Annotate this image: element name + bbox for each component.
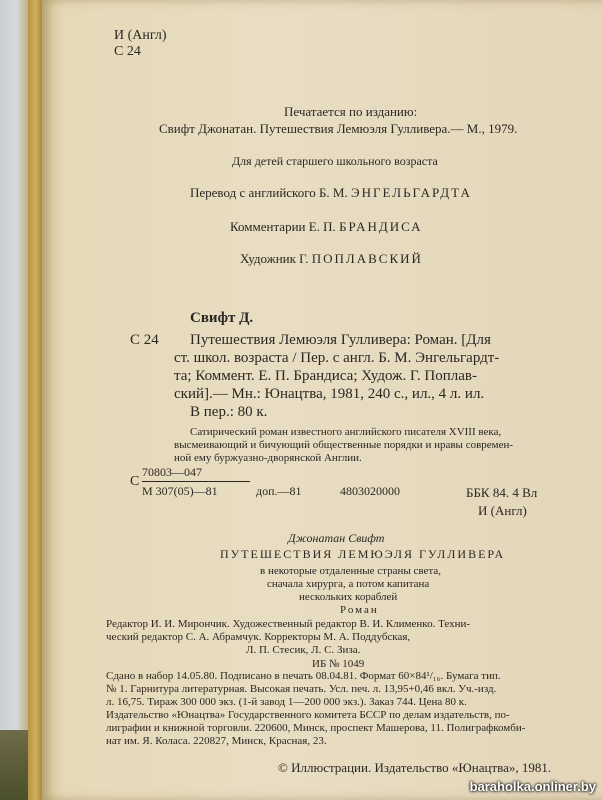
colophon-genre: Роман [340,604,379,616]
print-line4: Издательство «Юнацтва» Государственного комитета БССР по делам издательств, по- [106,709,510,721]
staff-line3: Л. П. Стесик, Л. С. Зиза. [246,644,361,656]
fraction-extra: доп.—81 [256,484,302,498]
print-line5: лиграфии и книжной торговли. 220600, Минск, проспект Машерова, 11. Полиграфкомби- [106,722,526,734]
index-code-line2: С 24 [114,44,141,59]
commentator-name: БРАНДИСА [339,219,423,234]
index-code-line1: И (Англ) [114,28,167,43]
catalog-desc-line4: ский].— Мн.: Юнацтва, 1981, 240 с., ил., 4 л. ил. [174,386,485,402]
print-line3: л. 16,75. Тираж 300 000 экз. (1-й завод 1—200 000 экз.). Заказ 744. Цена 80 к. [106,696,467,708]
catalog-author: Свифт Д. [190,310,254,326]
watermark: baraholka.onliner.by [469,779,596,794]
print-line1: Сдано в набор 14.05.80. Подписано в печать 08.04.81. Формат 60×84¹/₁₆. Бумага тип. [106,670,501,682]
catalog-desc-line2: ст. школ. возраста / Пер. с англ. Б. М. Энгельгардт- [174,350,500,366]
print-line2: № 1. Гарнитура литературная. Высокая печать. Усл. печ. л. 13,95+0,46 вкл. Уч.-изд. [106,683,497,695]
annotation-line3: ной ему буржуазно-дворянской Англии. [174,452,362,464]
translator-name: ЭНГЕЛЬГАРДТА [351,185,472,200]
edition-line2: Свифт Джонатан. Путешествия Лемюэля Гулливера.— М., 1979. [159,121,518,136]
catalog-desc-line1: Путешествия Лемюэля Гулливера: Роман. [Для [190,332,491,348]
colophon-title: ПУТЕШЕСТВИЯ ЛЕМЮЭЛЯ ГУЛЛИВЕРА [220,547,506,561]
catalog-code: 4803020000 [340,484,400,498]
commentator-prefix: Комментарии Е. П. [230,219,336,234]
bbk-code: ББК 84. 4 Вл [466,485,538,500]
audience-line: Для детей старшего школьного возраста [232,154,438,168]
fraction-denominator: М 307(05)—81 [142,484,218,498]
colophon-subtitle1: в некоторые отдаленные страны света, [260,565,442,577]
print-line6: нат им. Я. Коласа. 220827, Минск, Красная, 23. [106,735,327,747]
copyright-line: © Иллюстрации. Издательство «Юнацтва», 1981. [278,760,552,775]
commentator-credit [230,219,423,235]
staff-line2: ческий редактор С. А. Абрамчук. Корректоры М. А. Поддубская, [106,631,411,643]
annotation-line1: Сатирический роман известного английского писателя XVIII века, [190,426,502,438]
edition-line1: Печатается по изданию: [284,104,418,119]
ib-number: ИБ № 1049 [312,658,365,670]
artist-name: ПОПЛАВСКИЙ [311,251,423,266]
catalog-desc-line3: та; Коммент. Е. П. Брандиса; Худож. Г. Поплав- [174,368,478,384]
artist-prefix: Художник Г. [240,251,309,266]
bbk-code-line2: И (Англ) [478,503,527,518]
translator-credit [190,185,472,201]
artist-credit [240,251,423,267]
colophon-subtitle3: нескольких кораблей [299,591,398,603]
annotation-line2: высмеивающий и бичующий общественные порядки и нравы современ- [174,439,514,451]
book-page [42,0,602,800]
colophon-subtitle2: сначала хирурга, а потом капитана [267,578,430,590]
colophon-author: Джонатан Свифт [288,531,385,545]
catalog-price: В пер.: 80 к. [190,404,268,420]
catalog-index: С 24 [130,332,159,348]
staff-line1: Редактор И. И. Мирончик. Художественный редактор В. И. Клименко. Техни- [106,618,471,630]
translator-prefix: Перевод с английского Б. М. [190,185,348,200]
fraction-line [142,481,250,482]
fraction-letter: С [130,474,140,489]
fraction-numerator: 70803—047 [142,465,202,479]
